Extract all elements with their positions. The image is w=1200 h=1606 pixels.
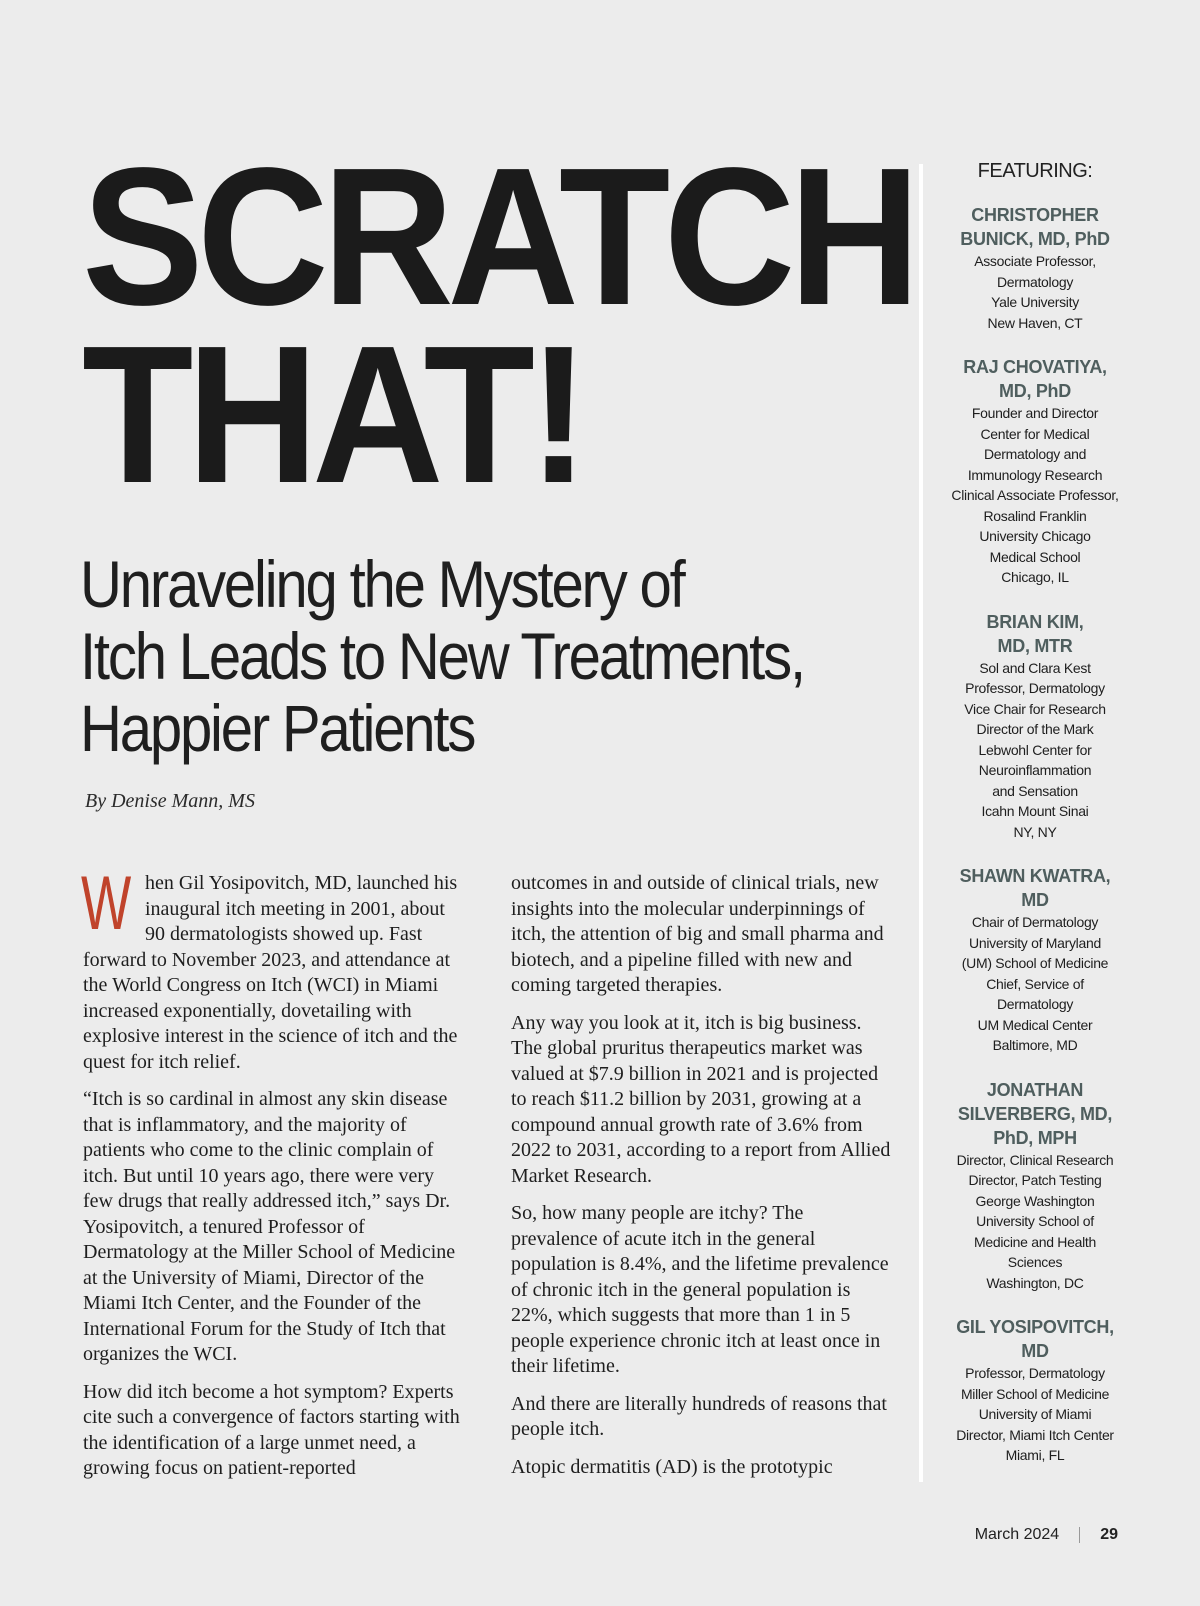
person-name-line: MD, MTR <box>997 635 1073 656</box>
person-detail-line: Immunology Research <box>967 466 1103 483</box>
featured-person <box>940 355 1130 588</box>
person-name-line: SHAWN KWATRA, <box>959 866 1111 886</box>
person-name-line: PhD, MPH <box>993 1127 1077 1148</box>
headline <box>82 127 915 524</box>
featuring-heading: FEATURING: <box>977 160 1093 182</box>
person-detail-line: Chair of Dermatology <box>971 914 1099 930</box>
person-detail-line: Professor, Dermatology <box>965 680 1105 696</box>
person-detail-line: Lebwohl Center for <box>978 741 1092 758</box>
person-name <box>940 355 1130 403</box>
person-name-line: MD <box>1021 890 1049 910</box>
person-name-line: RAJ CHOVATIYA, <box>963 357 1107 377</box>
person-detail-line: Professor, Dermatology <box>965 1365 1105 1381</box>
person-detail-line: Sciences <box>1007 1254 1063 1270</box>
person-details <box>940 912 1130 1056</box>
featured-person <box>940 203 1130 333</box>
featured-person <box>940 1078 1130 1294</box>
person-name <box>940 1315 1130 1363</box>
person-detail-line: Medical School <box>989 548 1081 565</box>
paragraph: And there are literally hundreds of reasons that people itch. <box>511 1392 887 1440</box>
article-column-right <box>511 871 891 1480</box>
featured-person <box>940 1315 1130 1466</box>
paragraph-text: hen Gil Yosipovitch, MD, launched his inaugural itch meeting in 2001, about 90 dermatologists showed up. Fast forward to November 2023, and attendance at the World Congress on Itch (WCI) in Miami increased exponentially, dovetailing with explosive interest in the science of itch and the quest for itch relief. <box>83 872 458 1073</box>
person-detail-line: and Sensation <box>992 782 1078 799</box>
person-detail-line: Neuroinflammation <box>978 762 1092 778</box>
person-detail-line: Washington, DC <box>986 1274 1084 1291</box>
person-name-line: BUNICK, MD, PhD <box>960 229 1110 249</box>
paragraph: Atopic dermatitis (AD) is the prototypic <box>511 1455 833 1478</box>
paragraph <box>81 861 463 1075</box>
person-detail-line: Rosalind Franklin <box>983 507 1087 524</box>
person-details <box>940 658 1130 843</box>
subhead-line-3: Happier Patients <box>80 691 475 765</box>
person-name-line: MD, PhD <box>999 381 1071 401</box>
issue-date: March 2024 <box>974 1526 1060 1543</box>
person-detail-line: Dermatology <box>996 996 1074 1012</box>
footer-divider <box>1079 1527 1080 1543</box>
person-detail-line: University Chicago <box>979 528 1091 544</box>
person-name-line: MD <box>1021 1341 1049 1361</box>
person-name-line: BRIAN KIM, <box>986 611 1084 632</box>
person-detail-line: New Haven, CT <box>987 314 1083 331</box>
headline-line-1: SCRATCH <box>82 127 915 346</box>
subheadline <box>80 547 804 765</box>
paragraph: outcomes in and outside of clinical trials, new insights into the molecular underpinnings of itch, the attention of big and small pharma and biotech, and a pipeline filled with new and coming targeted therapies. <box>511 872 884 996</box>
person-detail-line: Director of the Mark <box>976 721 1094 737</box>
sidebar-divider <box>919 164 923 1482</box>
person-details <box>940 251 1130 333</box>
person-name-line: SILVERBERG, MD, <box>957 1103 1113 1124</box>
person-name <box>940 610 1130 658</box>
person-detail-line: Dermatology <box>996 273 1074 290</box>
person-detail-line: University of Maryland <box>969 934 1101 951</box>
paragraph: Any way you look at it, itch is big business. The global pruritus therapeutics market was valued at $7.9 billion in 2021 and is projected to reach $11.2 billion by 2031, growing at a compound annual growth rate of 3.6% from 2022 to 2031, according to a report from Allied Market Research. <box>511 1011 891 1187</box>
person-detail-line: Center for Medical <box>980 425 1090 442</box>
subhead-line-1: Unraveling the Mystery of <box>80 547 684 621</box>
person-detail-line: Icahn Mount Sinai <box>981 803 1089 819</box>
person-detail-line: University of Miami <box>978 1406 1092 1422</box>
person-name <box>940 1078 1130 1150</box>
drop-cap: W <box>81 861 132 946</box>
headline-line-2: THAT! <box>82 305 583 524</box>
person-details <box>940 1363 1130 1466</box>
person-details <box>940 403 1130 588</box>
article-column-left <box>81 861 463 1482</box>
person-detail-line: Sol and Clara Kest <box>979 659 1091 676</box>
person-details <box>940 1150 1130 1294</box>
person-name-line: GIL YOSIPOVITCH, <box>956 1317 1114 1337</box>
person-name-line: JONATHAN <box>986 1079 1084 1100</box>
byline: By Denise Mann, MS <box>85 790 255 812</box>
person-detail-line: Clinical Associate Professor, <box>951 487 1119 503</box>
page-number: 29 <box>1100 1526 1118 1543</box>
person-detail-line: NY, NY <box>1013 823 1057 840</box>
person-detail-line: Director, Patch Testing <box>968 1172 1102 1188</box>
person-name-line: CHRISTOPHER <box>971 205 1099 225</box>
person-detail-line: Yale University <box>991 294 1079 310</box>
person-detail-line: Medicine and Health <box>974 1233 1096 1250</box>
person-detail-line: Dermatology and <box>983 446 1087 462</box>
person-detail-line: Associate Professor, <box>974 253 1096 269</box>
featured-person <box>940 610 1130 843</box>
paragraph: How did itch become a hot symptom? Experts cite such a convergence of factors starting with the identification of a large unmet need, a growing focus on patient-reported <box>83 1380 460 1479</box>
subhead-line-2: Itch Leads to New Treatments, <box>80 619 804 693</box>
person-detail-line: Miller School of Medicine <box>960 1385 1110 1402</box>
featuring-sidebar <box>940 160 1130 1488</box>
person-detail-line: Director, Clinical Research <box>956 1151 1114 1168</box>
paragraph: So, how many people are itchy? The prevalence of acute itch in the general population is 8.4%, and the lifetime prevalence of chronic itch in the general population is 22%, which suggests that more than 1 in 5 people experience chronic itch at least once in their lifetime. <box>511 1202 889 1377</box>
person-detail-line: Vice Chair for Research <box>964 700 1106 717</box>
featured-person <box>940 864 1130 1056</box>
person-detail-line: Chicago, IL <box>1001 569 1069 585</box>
person-detail-line: University School of <box>976 1213 1094 1229</box>
page-footer <box>975 1526 1118 1544</box>
person-detail-line: UM Medical Center <box>977 1016 1093 1033</box>
person-detail-line: Baltimore, MD <box>992 1037 1078 1053</box>
person-detail-line: (UM) School of Medicine <box>961 955 1109 971</box>
person-detail-line: Founder and Director <box>971 405 1099 421</box>
person-name <box>940 203 1130 251</box>
person-detail-line: Director, Miami Itch Center <box>956 1426 1114 1443</box>
person-detail-line: Chief, Service of <box>986 975 1084 992</box>
person-detail-line: Miami, FL <box>1005 1447 1065 1463</box>
person-detail-line: George Washington <box>975 1192 1095 1209</box>
paragraph: “Itch is so cardinal in almost any skin disease that is inflammatory, and the majority of patients who come to the clinic complain of itch. But until 10 years ago, there were very few drugs that really addressed itch,” says Dr. Yosipovitch, a tenured Professor of Dermatology at the Miller School of Medicine at the University of Miami, Director of the Miami Itch Center, and the Founder of the International Forum for the Study of Itch that organizes the WCI. <box>83 1088 456 1365</box>
person-name <box>940 864 1130 912</box>
